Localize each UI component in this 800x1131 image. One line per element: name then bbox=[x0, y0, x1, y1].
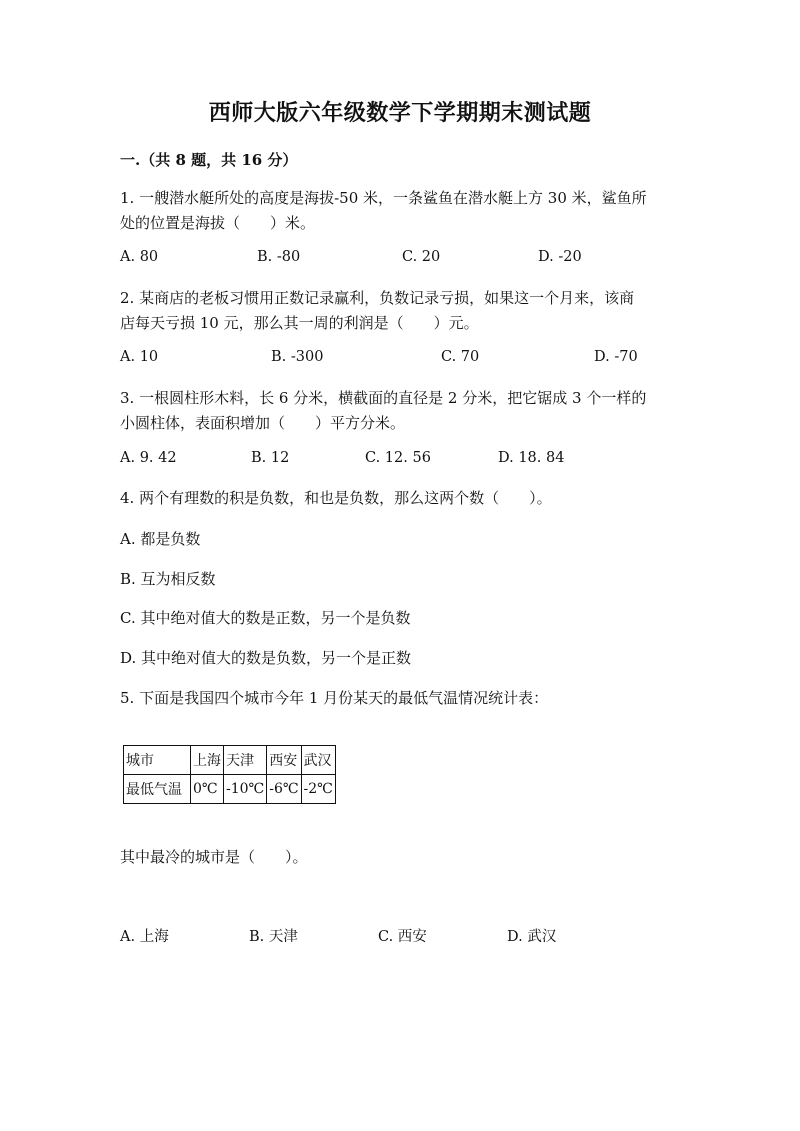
table-row bbox=[124, 775, 336, 804]
question-3-option-a: A. 9. 42 bbox=[120, 450, 177, 466]
table-cell: 城市 bbox=[124, 746, 191, 775]
question-5-option-c: C. 西安 bbox=[378, 929, 427, 945]
question-4-line-1: 4. 两个有理数的积是负数，和也是负数，那么这两个数（ ）。 bbox=[120, 489, 552, 507]
table-cell: 西安 bbox=[267, 746, 301, 775]
question-2-options bbox=[120, 349, 680, 371]
question-4-option-a: A. 都是负数 bbox=[120, 530, 201, 548]
question-2-text bbox=[120, 286, 680, 336]
question-5-option-a: A. 上海 bbox=[120, 929, 169, 945]
table-cell: -6℃ bbox=[267, 775, 301, 804]
table-header-row bbox=[124, 746, 336, 775]
section-heading: 一.（共 8 题，共 16 分） bbox=[120, 151, 298, 169]
question-2-option-d: D. -70 bbox=[594, 349, 638, 365]
temperature-table bbox=[123, 745, 336, 804]
table-cell: 上海 bbox=[191, 746, 224, 775]
question-1-options bbox=[120, 249, 680, 271]
question-3-option-c: C. 12. 56 bbox=[365, 450, 431, 466]
question-3-options bbox=[120, 450, 680, 472]
question-5-line-1: 5. 下面是我国四个城市今年 1 月份某天的最低气温情况统计表： bbox=[120, 689, 549, 707]
question-5-text bbox=[120, 686, 680, 711]
question-5-options bbox=[120, 925, 680, 947]
question-5-option-b: B. 天津 bbox=[249, 929, 298, 945]
question-1-text bbox=[120, 186, 680, 236]
table-cell: 天津 bbox=[224, 746, 267, 775]
question-2-option-c: C. 70 bbox=[441, 349, 480, 365]
table-cell: 0℃ bbox=[191, 775, 224, 804]
question-3-line-1: 3. 一根圆柱形木料，长 6 分米，横截面的直径是 2 分米，把它锯成 3 个一样的 bbox=[120, 389, 647, 407]
question-5-prompt: 其中最冷的城市是（ ）。 bbox=[120, 848, 308, 866]
question-3-option-b: B. 12 bbox=[251, 450, 290, 466]
question-2-line-1: 2. 某商店的老板习惯用正数记录赢利，负数记录亏损，如果这一个月来，该商 bbox=[120, 289, 635, 307]
question-4-text bbox=[120, 486, 680, 511]
question-3-text bbox=[120, 386, 680, 436]
table-cell: 武汉 bbox=[301, 746, 335, 775]
question-2-option-b: B. -300 bbox=[271, 349, 324, 365]
question-1-option-c: C. 20 bbox=[402, 249, 441, 265]
question-2-option-a: A. 10 bbox=[120, 349, 159, 365]
question-1-option-d: D. -20 bbox=[538, 249, 582, 265]
question-1-option-a: A. 80 bbox=[120, 249, 159, 265]
question-4-option-b: B. 互为相反数 bbox=[120, 570, 216, 588]
question-3-line-2: 小圆柱体，表面积增加（ ）平方分米。 bbox=[120, 414, 406, 432]
table-cell: -10℃ bbox=[224, 775, 267, 804]
question-1-line-2: 处的位置是海拔（ ）米。 bbox=[120, 214, 316, 232]
page-title: 西师大版六年级数学下学期期末测试题 bbox=[208, 100, 592, 126]
table-cell: 最低气温 bbox=[124, 775, 191, 804]
question-4-option-c: C. 其中绝对值大的数是正数，另一个是负数 bbox=[120, 609, 411, 627]
question-1-option-b: B. -80 bbox=[257, 249, 301, 265]
question-4-option-d: D. 其中绝对值大的数是负数，另一个是正数 bbox=[120, 649, 412, 667]
question-2-line-2: 店每天亏损 10 元，那么其一周的利润是（ ）元。 bbox=[120, 314, 479, 332]
question-5-option-d: D. 武汉 bbox=[507, 929, 557, 945]
question-1-line-1: 1. 一艘潜水艇所处的高度是海拔-50 米，一条鲨鱼在潜水艇上方 30 米，鲨鱼所 bbox=[120, 189, 647, 207]
question-3-option-d: D. 18. 84 bbox=[498, 450, 565, 466]
table-cell: -2℃ bbox=[301, 775, 335, 804]
